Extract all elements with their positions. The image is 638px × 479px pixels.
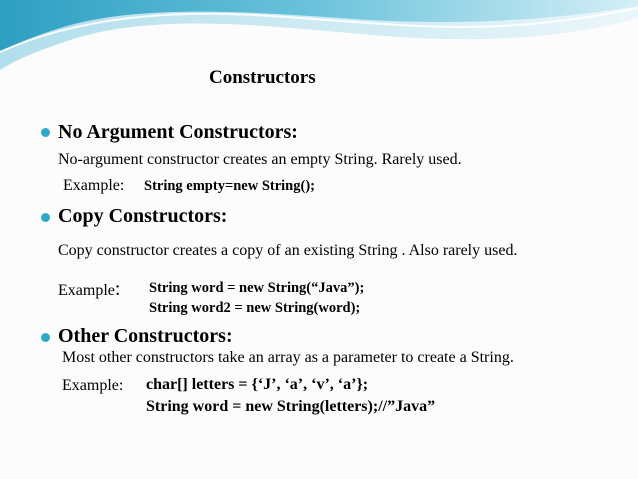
section-heading: Other Constructors: [58, 325, 233, 347]
section-description: No-argument constructor creates an empty String. Rarely used. [58, 151, 462, 168]
example-code: String word = new String(letters);//”Java” [146, 398, 436, 415]
slide-title: Constructors [209, 67, 316, 88]
bullet-icon [41, 333, 50, 342]
example-code: char[] letters = {‘J’, ‘a’, ‘v’, ‘a’}; [146, 376, 369, 393]
bullet-icon [41, 213, 50, 222]
example-code: String empty=new String(); [144, 178, 315, 194]
example-code: String word2 = new String(word); [149, 300, 361, 316]
example-label-text: Example [58, 282, 115, 299]
example-label [58, 278, 120, 301]
example-colon: : [114, 278, 121, 300]
example-label: Example: [63, 177, 125, 194]
section-description: Most other constructors take an array as a parameter to create a String. [62, 349, 514, 366]
section-description: Copy constructor creates a copy of an existing String . Also rarely used. [58, 242, 518, 259]
example-label: Example: [62, 377, 124, 394]
section-heading: Copy Constructors: [58, 205, 228, 227]
section-heading: No Argument Constructors: [58, 121, 298, 143]
header-wave-decoration [0, 0, 638, 75]
bullet-icon [41, 128, 50, 137]
example-code: String word = new String(“Java”); [149, 280, 365, 296]
